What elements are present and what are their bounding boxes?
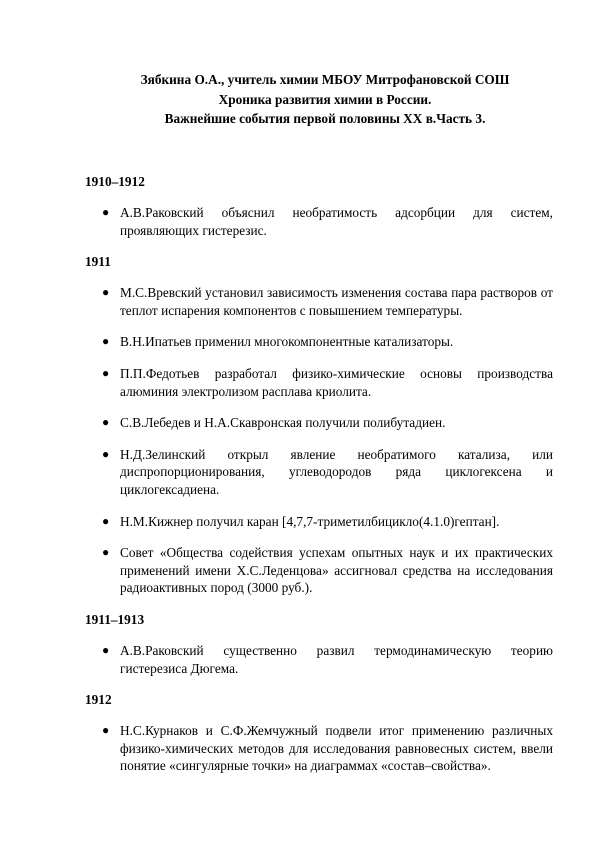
- event-text: П.П.Федотьев разработал физико-химические основы производства алюминия электролизом расплава криолита.: [120, 365, 553, 399]
- event-text: В.Н.Ипатьев применил многокомпонентные катализаторы.: [120, 334, 454, 350]
- list-item: [85, 642, 553, 677]
- list-item: [85, 284, 553, 319]
- event-list: [85, 284, 553, 597]
- event-list: [85, 722, 553, 775]
- bullet-dot-icon: ●: [102, 642, 110, 657]
- bullet-dot-icon: ●: [102, 723, 110, 738]
- bullet-dot-icon: ●: [102, 285, 110, 300]
- event-text: Н.Д.Зелинский открыл явление необратимого катализа, или диспропорционирования, углеводородов ряда циклогексена и циклогексадиена.: [120, 446, 553, 497]
- document-subtitle: Важнейшие события первой половины XX в.Часть 3.: [164, 111, 486, 126]
- document-title: Хроника развития химии в России.: [218, 91, 432, 107]
- document-header: [60, 70, 590, 129]
- list-item: [85, 365, 553, 400]
- year-heading: 1911–1913: [85, 611, 145, 627]
- bullet-dot-icon: ●: [102, 205, 110, 219]
- list-item: [85, 204, 553, 239]
- list-item: [85, 333, 553, 351]
- bullet-dot-icon: ●: [102, 415, 110, 430]
- year-heading: 1910–1912: [85, 174, 145, 189]
- section-1911-1913: [85, 611, 553, 677]
- bullet-dot-icon: ●: [102, 365, 110, 380]
- event-text: Н.С.Курнаков и С.Ф.Жемчужный подвели итог применению различных физико-химических методов для исследования равновесных систем, ввели понятие «сингулярные точки» на диаграммах «состав–свойства».: [120, 723, 553, 774]
- author-line: Зябкина О.А., учитель химии МБОУ Митрофановской СОШ: [140, 72, 510, 87]
- event-list: [85, 642, 553, 677]
- event-text: Совет «Общества содействия успехам опытных наук и их практических применений имени Х.С.Леденцова» ассигновал средства на исследования радиоактивных пород (3000 руб.).: [120, 545, 553, 596]
- bullet-dot-icon: ●: [102, 446, 110, 461]
- event-text: Н.М.Кижнер получил каран [4,7,7-триметилбицикло(4.1.0)гептан].: [120, 513, 500, 529]
- event-text: А.В.Раковский существенно развил термодинамическую теорию гистерезиса Дюгема.: [120, 642, 553, 676]
- bullet-dot-icon: ●: [102, 334, 110, 349]
- event-list: [85, 204, 553, 239]
- bullet-dot-icon: ●: [102, 513, 110, 528]
- bullet-dot-icon: ●: [102, 545, 110, 560]
- list-item: [85, 414, 553, 432]
- event-text: С.В.Лебедев и Н.А.Скавронская получили полибутадиен.: [120, 415, 446, 431]
- event-text: А.В.Раковский объяснил необратимость адсорбции для систем, проявляющих гистерезис.: [120, 205, 553, 238]
- list-item: [85, 544, 553, 597]
- chronicle-body: [85, 173, 553, 789]
- section-1912: [85, 691, 553, 775]
- section-1910-1912: [85, 173, 553, 239]
- year-heading: 1911: [85, 254, 111, 270]
- year-heading: 1912: [85, 692, 112, 708]
- event-text: М.С.Вревский установил зависимость изменения состава пара растворов от теплот испарения компонентов с повышением температуры.: [120, 285, 553, 318]
- list-item: [85, 722, 553, 775]
- list-item: [85, 513, 553, 531]
- section-1911: [85, 253, 553, 597]
- list-item: [85, 446, 553, 499]
